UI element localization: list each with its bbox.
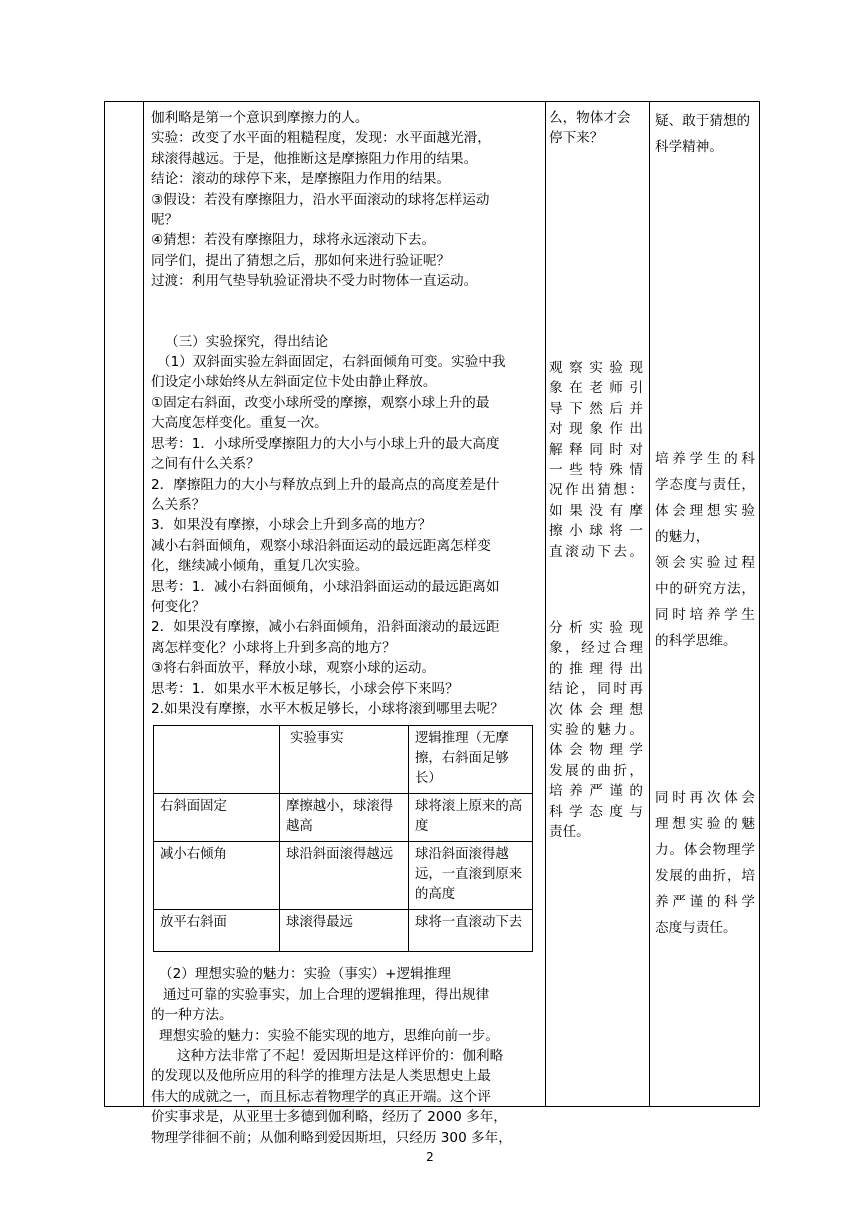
text-line: 2．摩擦阻力的大小与释放点到上升的最高点的高度差是什 bbox=[151, 476, 500, 493]
text-line: 离怎样变化？小球将上升到多高的地方？ bbox=[151, 639, 396, 656]
text-line: 的一种方法。 bbox=[151, 1007, 233, 1024]
text-line: 理想实验的魅 bbox=[655, 816, 755, 832]
text-line: 擦小球将一 bbox=[549, 523, 643, 540]
text-line: 么关系？ bbox=[151, 496, 206, 513]
text-line: 养严谨的科学 bbox=[655, 894, 755, 910]
text-line: 分析实验现 bbox=[549, 620, 643, 636]
table-row bbox=[154, 910, 533, 952]
student-activity-column bbox=[549, 102, 643, 841]
text-line: 象，经过合理 bbox=[549, 640, 643, 657]
text-line: 解释同时对 bbox=[549, 441, 643, 458]
table-cell: 球将滚上原来的高度 bbox=[409, 794, 533, 842]
text-line: 的魅力， bbox=[655, 529, 710, 545]
text-line: 物理学徘徊不前；从伽利略到爱因斯坦，只经历 300 多年， bbox=[151, 1129, 512, 1146]
text-line: 科学精神。 bbox=[655, 139, 723, 155]
text-line: 结论：滚动的球停下来，是摩擦阻力作用的结果。 bbox=[151, 171, 451, 188]
text-line: 培养严谨的 bbox=[549, 783, 643, 800]
design-intent-block-2 bbox=[655, 785, 755, 941]
text-line: 体会理想实验 bbox=[655, 503, 755, 519]
text-line: 同时培养学生 bbox=[655, 607, 755, 623]
text-line: 化，继续减小倾角，重复几次实验。 bbox=[151, 558, 369, 575]
table-cell: 球滚得最远 bbox=[280, 910, 409, 952]
experiment-section bbox=[151, 332, 543, 720]
text-line: 思考：1．小球所受摩擦阻力的大小与小球上升的最大高度 bbox=[151, 435, 500, 452]
text-line: 况作出猜想： bbox=[549, 482, 643, 499]
text-line: 结论，同时再 bbox=[549, 681, 643, 698]
text-line: 大高度怎样变化。重复一次。 bbox=[151, 415, 328, 432]
column-divider bbox=[143, 102, 144, 1106]
text-line: 伽利略是第一个意识到摩擦力的人。 bbox=[151, 110, 369, 126]
table-cell: 减小右倾角 bbox=[154, 842, 280, 910]
text-line: 象在老师引 bbox=[549, 380, 643, 397]
text-line: 体会物理学 bbox=[549, 742, 643, 759]
column-divider bbox=[649, 102, 650, 1106]
text-line: 球滚得越远。于是，他推断这是摩擦阻力作用的结果。 bbox=[151, 150, 478, 167]
table-row bbox=[154, 794, 533, 842]
text-line: 价实事求是，从亚里士多德到伽利略，经历了 2000 多年， bbox=[151, 1109, 507, 1126]
column-divider bbox=[545, 102, 546, 1106]
text-line: 导下然后并 bbox=[549, 400, 643, 417]
text-line: 过渡：利用气垫导轨验证滑块不受力时物体一直运动。 bbox=[151, 273, 478, 290]
text-line: 态度与责任。 bbox=[655, 920, 737, 936]
text-line: 思考：1．如果水平木板足够长，小球会停下来吗？ bbox=[151, 680, 459, 697]
text-line: 的推理得出 bbox=[549, 660, 643, 677]
table-cell: 球沿斜面滚得越远，一直滚到原来的高度 bbox=[409, 842, 533, 910]
text-line: 理想实验的魅力：实验不能实现的地方，思维向前一步。 bbox=[159, 1027, 499, 1044]
text-line: 学态度与责任， bbox=[655, 477, 755, 493]
text-line: 发展的曲折， bbox=[549, 762, 643, 779]
text-line: 对现象作出 bbox=[549, 421, 643, 438]
table-cell: 摩擦越小，球滚得越高 bbox=[280, 794, 409, 842]
text-line: 领会实验过程 bbox=[655, 555, 755, 571]
intro-paragraph bbox=[151, 102, 543, 292]
lesson-table bbox=[104, 101, 760, 1146]
design-intent-column bbox=[655, 102, 755, 936]
ideal-experiment-section bbox=[151, 952, 543, 1148]
table-cell: 球沿斜面滚得越远 bbox=[280, 842, 409, 910]
experiment-results-table bbox=[153, 725, 533, 952]
text-line: 责任。 bbox=[549, 824, 590, 841]
text-line: 中的研究方法， bbox=[655, 581, 755, 597]
text-line: ④猜想：若没有摩擦阻力，球将永远滚动下去。 bbox=[151, 232, 436, 249]
section-heading: （三）实验探究，得出结论 bbox=[165, 333, 329, 350]
text-line: （1）双斜面实验左斜面固定，右斜面倾角可变。实验中我 bbox=[157, 354, 506, 371]
student-activity-analyze bbox=[549, 618, 643, 842]
text-line: 次体会理想 bbox=[549, 701, 643, 718]
text-line: 一些特殊情 bbox=[549, 462, 643, 479]
table-header-row bbox=[154, 726, 533, 794]
text-line: 的科学思维。 bbox=[655, 633, 737, 649]
text-line: 2.如果没有摩擦，水平木板足够长，小球将滚到哪里去呢？ bbox=[151, 700, 504, 717]
text-line: 实验的魅力。 bbox=[549, 722, 643, 739]
student-activity-top bbox=[549, 102, 643, 149]
text-line: 力。体会物理学 bbox=[655, 842, 755, 858]
text-line: ③假设：若没有摩擦阻力，沿水平面滚动的球将怎样运动 bbox=[151, 191, 490, 208]
table-header-cell: 实验事实 bbox=[280, 726, 409, 794]
page-number: 2 bbox=[426, 1150, 434, 1164]
text-line: 减小右斜面倾角，观察小球沿斜面运动的最远距离怎样变 bbox=[151, 537, 491, 554]
text-line: 的发现以及他所应用的科学的推理方法是人类思想史上最 bbox=[151, 1068, 491, 1085]
design-intent-block-1 bbox=[655, 446, 755, 654]
text-line: 呢？ bbox=[151, 212, 179, 229]
table-row bbox=[154, 842, 533, 910]
text-line: 们设定小球始终从左斜面定位卡处由静止释放。 bbox=[151, 374, 437, 391]
text-line: 么，物体才会 bbox=[549, 110, 631, 126]
text-line: 这种方法非常了不起！爱因斯坦是这样评价的：伽利略 bbox=[177, 1048, 504, 1064]
table-cell: 放平右斜面 bbox=[154, 910, 280, 952]
table-header-cell bbox=[154, 726, 280, 794]
table-cell: 球将一直滚动下去 bbox=[409, 910, 533, 952]
text-line: 之间有什么关系？ bbox=[151, 456, 260, 473]
design-intent-top bbox=[655, 102, 755, 160]
text-line: 何变化？ bbox=[151, 598, 206, 615]
text-line: 疑、敢于猜想的 bbox=[655, 113, 751, 129]
student-activity-observe bbox=[549, 358, 643, 562]
text-line: 培养学生的科 bbox=[655, 451, 755, 467]
text-line: 科学态度与 bbox=[549, 803, 643, 820]
text-line: 思考：1．减小右斜面倾角，小球沿斜面运动的最远距离如 bbox=[151, 578, 500, 595]
text-line: 如果没有摩 bbox=[549, 502, 643, 519]
text-line: 停下来？ bbox=[549, 130, 604, 147]
text-line: 发展的曲折，培 bbox=[655, 868, 755, 884]
text-line: 通过可靠的实验事实，加上合理的逻辑推理，得出规律 bbox=[163, 986, 490, 1003]
text-line: 同学们，提出了猜想之后，那如何来进行验证呢？ bbox=[151, 252, 451, 269]
text-line: 观察实验现 bbox=[549, 360, 643, 376]
table-header-cell: 逻辑推理（无摩擦，右斜面足够长） bbox=[409, 726, 533, 794]
text-line: 2．如果没有摩擦，减小右斜面倾角，沿斜面滚动的最远距 bbox=[151, 619, 500, 636]
section-heading: （2）理想实验的魅力：实验（事实）+逻辑推理 bbox=[159, 966, 451, 983]
text-line: 实验：改变了水平面的粗糙程度，发现：水平面越光滑， bbox=[151, 130, 491, 147]
table-cell: 右斜面固定 bbox=[154, 794, 280, 842]
text-line: ①固定右斜面，改变小球所受的摩擦，观察小球上升的最 bbox=[151, 394, 490, 411]
text-line: 同时再次体会 bbox=[655, 790, 755, 806]
text-line: 3．如果没有摩擦，小球会上升到多高的地方？ bbox=[151, 517, 432, 534]
text-line: 伟大的成就之一，而且标志着物理学的真正开端。这个评 bbox=[151, 1088, 491, 1105]
teaching-content-column bbox=[151, 102, 543, 1148]
text-line: 直滚动下去。 bbox=[549, 543, 643, 560]
text-line: ③将右斜面放平，释放小球，观察小球的运动。 bbox=[151, 660, 436, 677]
